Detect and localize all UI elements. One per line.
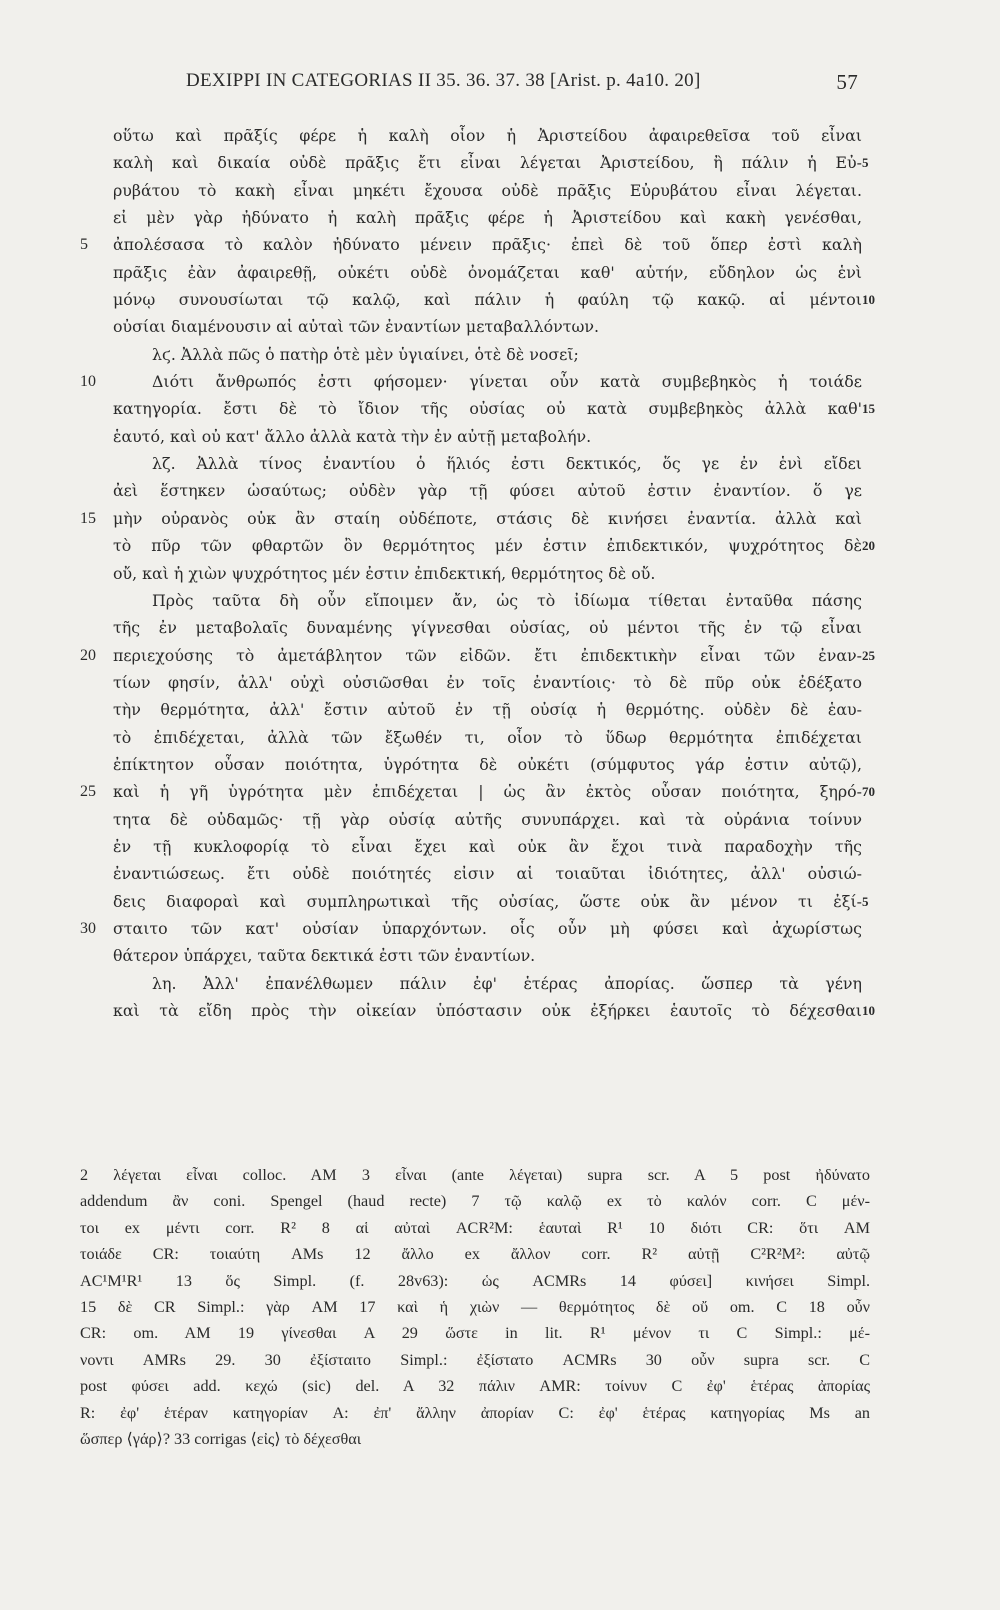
line-text: λη. Ἀλλ' ἐπανέλθωμεν πάλιν ἐφ' ἑτέρας ἀπορίας. ὥσπερ τὰ γένη xyxy=(152,973,862,993)
running-head: DEXIPPI IN CATEGORIAS II 35. 36. 37. 38 [Arist. p. 4a10. 20] xyxy=(186,70,701,91)
apparatus-text: CR: om. AM 19 γίνεσθαι A 29 ὥστε in lit. R¹ μένον τι C Simpl.: μέ- xyxy=(80,1324,870,1343)
apparatus-line xyxy=(0,1188,1000,1214)
apparatus-text: νοντι AMRs 29. 30 ἐξίσταιτο Simpl.: ἐξίστατο ACMRs 30 οὖν supra scr. C xyxy=(80,1350,870,1369)
line-text: καὶ τὰ εἴδη πρὸς τὴν οἰκείαν ὑπόστασιν οὐκ ἐξήρκει ἑαυτοῖς τὸ δέχεσθαι xyxy=(113,1001,862,1020)
line-text: λϛ. Ἀλλὰ πῶς ὁ πατὴρ ὁτὲ μὲν ὑγιαίνει, ὁτὲ δὲ νοσεῖ; xyxy=(152,344,579,364)
line-number-left: 10 xyxy=(80,373,96,391)
text-line xyxy=(0,395,1000,422)
text-line xyxy=(0,505,1000,532)
text-line xyxy=(0,642,1000,669)
line-text: πρᾶξις ἐὰν ἀφαιρεθῇ, οὐκέτι οὐδὲ ὀνομάζεται καθ' αὑτήν, εὔδηλον ὡς ἑνὶ xyxy=(113,262,862,282)
text-line xyxy=(0,368,1000,395)
page-number: 57 xyxy=(836,70,858,94)
line-text: δεις διαφοραὶ καὶ συμπληρωτικαὶ τῆς οὐσίας, ὥστε οὐκ ἂν μένον τι ἐξί- xyxy=(113,891,862,911)
line-text: ρυβάτου τὸ κακὴ εἶναι μηκέτι ἔχουσα οὐδὲ πρᾶξις Εὐρυβάτου εἶναι λέγεται. xyxy=(113,180,862,200)
line-number-left: 5 xyxy=(80,236,88,254)
line-text: εἰ μὲν γὰρ ἠδύνατο ἡ καλὴ πρᾶξις φέρε ἡ Ἀριστείδου καὶ κακὴ γενέσθαι, xyxy=(113,208,862,228)
line-text: ἀπολέσασα τὸ καλὸν ἠδύνατο μένειν πρᾶξις· ἐπεὶ δὲ τοῦ ὅπερ ἐστὶ καλὴ xyxy=(113,235,862,255)
line-text: Πρὸς ταῦτα δὴ οὖν εἴποιμεν ἄν, ὡς τὸ ἰδίωμα τίθεται ἐνταῦθα πάσης xyxy=(152,590,862,610)
line-text: μὴν οὐρανὸς οὐκ ἂν σταίη οὐδέποτε, στάσις δὲ κινήσει ἐναντία. ἀλλὰ καὶ xyxy=(113,508,862,528)
line-text: καὶ ἡ γῆ ὑγρότητα μὲν ἐπιδέχεται | ὡς ἂν ἐκτὸς οὖσαν ποιότητα, ξηρό- xyxy=(113,782,862,802)
line-text: τὸ πῦρ τῶν φθαρτῶν ὂν θερμότητος μέν ἐστιν ἐπιδεκτικόν, ψυχρότητος δὲ xyxy=(113,536,862,556)
line-number-right: 15 xyxy=(862,401,875,417)
text-line xyxy=(0,560,1000,587)
text-line xyxy=(0,860,1000,887)
apparatus-text: τοιάδε CR: τοιαύτη AMs 12 ἄλλο ex ἄλλον corr. R² αὐτῇ C²R²M²: αὐτῷ xyxy=(80,1245,870,1264)
text-line xyxy=(0,888,1000,915)
line-number-right: 10 xyxy=(862,292,875,308)
text-line xyxy=(0,614,1000,641)
text-line xyxy=(0,204,1000,231)
apparatus-text: 15 δὲ CR Simpl.: γὰρ AM 17 καὶ ἡ χιὼν — θερμότητος δὲ οὔ om. C 18 οὖν xyxy=(80,1297,870,1316)
main-text xyxy=(0,122,1000,1024)
line-text: ἐναντιώσεως. ἔτι οὐδὲ ποιότητές εἰσιν αἱ τοιαῦται ἰδιότητες, ἀλλ' οὐσιώ- xyxy=(113,864,862,884)
line-text: περιεχούσης τὸ ἀμετάβλητον τῶν εἰδῶν. ἔτι ἐπιδεκτικὴν εἶναι τῶν ἐναν- xyxy=(113,645,862,665)
line-text: Διότι ἄνθρωπός ἐστι φήσομεν· γίνεται οὖν κατὰ συμβεβηκὸς ἡ τοιάδε xyxy=(152,372,862,392)
text-line xyxy=(0,970,1000,997)
line-text: τητα δὲ οὐδαμῶς· τῇ γὰρ οὐσίᾳ αὐτῆς συνυπάρχει. καὶ τὰ οὐράνια τοίνυν xyxy=(113,809,862,829)
text-line xyxy=(0,587,1000,614)
line-text: κατηγορία. ἔστι δὲ τὸ ἴδιον τῆς οὐσίας οὐ κατὰ συμβεβηκὸς ἀλλὰ καθ' xyxy=(113,399,862,419)
line-text: οὔ, καὶ ἡ χιὼν ψυχρότητος μέν ἐστιν ἐπιδεκτική, θερμότητος δὲ οὔ. xyxy=(113,563,656,583)
text-line xyxy=(0,778,1000,805)
text-line xyxy=(0,724,1000,751)
text-line xyxy=(0,177,1000,204)
line-text: οὐσίαι διαμένουσιν αἱ αὐταὶ τῶν ἐναντίων μεταβαλλόντων. xyxy=(113,317,599,337)
text-line xyxy=(0,341,1000,368)
line-number-left: 30 xyxy=(80,919,96,937)
text-line xyxy=(0,751,1000,778)
apparatus-line xyxy=(0,1268,1000,1294)
apparatus-line xyxy=(0,1400,1000,1426)
text-line xyxy=(0,286,1000,313)
line-text: ἐπίκτητον οὖσαν ποιότητα, ὑγρότητα δὲ οὐκέτι (σύμφυτος γάρ ἐστιν αὐτῷ), xyxy=(113,754,862,774)
text-line xyxy=(0,997,1000,1024)
text-line xyxy=(0,942,1000,969)
line-text: ἐν τῇ κυκλοφορίᾳ τὸ εἶναι ἔχει καὶ οὐκ ἂν ἔχοι τινὰ παραδοχὴν τῆς xyxy=(113,836,862,856)
apparatus-line xyxy=(0,1373,1000,1399)
apparatus-line xyxy=(0,1294,1000,1320)
apparatus-line xyxy=(0,1215,1000,1241)
line-text: ἀεὶ ἕστηκεν ὡσαύτως; οὐδὲν γὰρ τῇ φύσει αὐτοῦ ἐστιν ἐναντίον. ὅ γε xyxy=(113,481,862,501)
critical-apparatus xyxy=(0,1162,1000,1452)
line-number-right: 10 xyxy=(862,1003,875,1018)
page-header xyxy=(186,70,858,102)
apparatus-line xyxy=(0,1320,1000,1346)
text-line xyxy=(0,122,1000,149)
line-number-left: 20 xyxy=(80,646,96,664)
apparatus-text: ὥσπερ ⟨γάρ⟩? 33 corrigas ⟨εἰς⟩ τὸ δέχεσθαι xyxy=(80,1429,362,1448)
text-line xyxy=(0,313,1000,340)
line-number-right: 70 xyxy=(862,784,875,800)
text-line xyxy=(0,149,1000,176)
text-line xyxy=(0,231,1000,258)
text-line xyxy=(0,833,1000,860)
apparatus-text: τοι ex μέντι corr. R² 8 αἱ αὐταὶ ACR²M: ἑαυταὶ R¹ 10 διότι CR: ὅτι AM xyxy=(80,1218,870,1237)
line-text: θάτερον ὑπάρχει, ταῦτα δεκτικά ἐστι τῶν ἐναντίων. xyxy=(113,946,536,966)
apparatus-text: post φύσει add. κεχώ (sic) del. A 32 πάλιν AMR: τοίνυν C ἐφ' ἑτέρας ἀπορίας xyxy=(80,1377,870,1396)
apparatus-text: addendum ἂν coni. Spengel (haud recte) 7 τῷ καλῷ ex τὸ καλόν corr. C μέν- xyxy=(80,1192,870,1211)
text-line xyxy=(0,477,1000,504)
text-line xyxy=(0,450,1000,477)
line-text: τὴν θερμότητα, ἀλλ' ἔστιν αὐτοῦ ἐν τῇ οὐσίᾳ ἡ θερμότης. οὐδὲν δὲ ἑαυ- xyxy=(113,700,862,720)
text-line xyxy=(0,915,1000,942)
text-line xyxy=(0,806,1000,833)
line-text: καλὴ καὶ δικαία οὐδὲ πρᾶξις ἔτι εἶναι λέγεται Ἀριστείδου, ἢ πάλιν ἡ Εὐ- xyxy=(113,153,862,173)
text-line xyxy=(0,259,1000,286)
apparatus-text: R: ἐφ' ἑτέραν κατηγορίαν A: ἐπ' ἄλλην ἀπορίαν C: ἐφ' ἑτέρας κατηγορίας Ms an xyxy=(80,1403,870,1422)
apparatus-line xyxy=(0,1426,1000,1452)
text-line xyxy=(0,532,1000,559)
line-text: τῆς ἐν μεταβολαῖς δυναμένης γίγνεσθαι οὐσίας, οὐ μέντοι τῆς ἐν τῷ εἶναι xyxy=(113,618,862,638)
apparatus-line xyxy=(0,1162,1000,1188)
line-text: σταιτο τῶν κατ' οὐσίαν ὑπαρχόντων. οἷς οὖν μὴ φύσει καὶ ἀχωρίστως xyxy=(113,918,862,938)
apparatus-line xyxy=(0,1241,1000,1267)
line-number-right: 5 xyxy=(862,893,869,909)
line-number-right: 20 xyxy=(862,538,875,554)
line-text: μόνῳ συνουσίωται τῷ καλῷ, καὶ πάλιν ἡ φαύλη τῷ κακῷ. αἱ μέντοι xyxy=(113,290,862,310)
text-line xyxy=(0,423,1000,450)
line-text: λζ. Ἀλλὰ τίνος ἐναντίου ὁ ἥλιός ἐστι δεκτικός, ὅς γε ἐν ἑνὶ εἴδει xyxy=(152,454,862,474)
line-text: τὸ ἐπιδέχεται, ἀλλὰ τῶν ἔξωθέν τι, οἷον τὸ ὕδωρ θερμότητα ἐπιδέχεται xyxy=(113,727,862,747)
line-number-right: 25 xyxy=(862,647,875,663)
line-text: τίων φησίν, ἀλλ' οὐχὶ οὐσιῶσθαι ἐν τοῖς ἐναντίοις· τὸ δὲ πῦρ οὐκ ἐδέξατο xyxy=(113,672,862,692)
apparatus-text: AC¹M¹R¹ 13 ὅς Simpl. (f. 28v63): ὡς ACMRs 14 φύσει] κινήσει Simpl. xyxy=(80,1271,870,1290)
text-line xyxy=(0,669,1000,696)
line-text: ἑαυτό, καὶ οὐ κατ' ἄλλο ἀλλὰ κατὰ τὴν ἐν αὐτῇ μεταβολήν. xyxy=(113,426,592,446)
line-number-left: 25 xyxy=(80,783,96,801)
apparatus-line xyxy=(0,1347,1000,1373)
apparatus-text: 2 λέγεται εἶναι colloc. AM 3 εἶναι (ante λέγεται) supra scr. A 5 post ἠδύνατο xyxy=(80,1166,870,1184)
text-line xyxy=(0,696,1000,723)
line-number-right: 5 xyxy=(862,155,869,171)
line-text: οὕτω καὶ πρᾶξίς φέρε ἡ καλὴ οἷον ἡ Ἀριστείδου ἀφαιρεθεῖσα τοῦ εἶναι xyxy=(113,126,862,145)
line-number-left: 15 xyxy=(80,509,96,527)
